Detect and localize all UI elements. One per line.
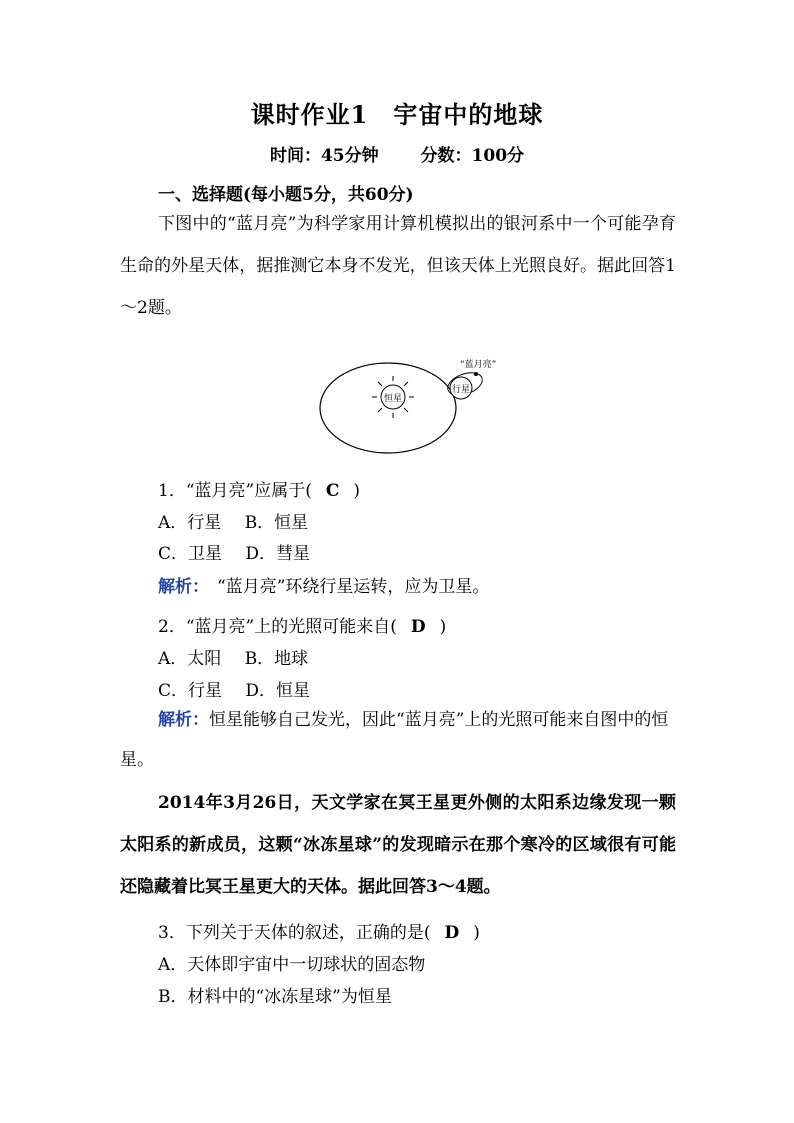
q1-option-a: A．行星 bbox=[158, 513, 222, 533]
q1-analysis-text: “蓝月亮”环绕行星运转，应为卫星。 bbox=[217, 577, 490, 597]
q1-options-row2 bbox=[158, 539, 310, 564]
planet-label: 行星 bbox=[451, 385, 471, 395]
section-heading: 一、选择题(每小题5分，共60分) bbox=[158, 185, 414, 205]
q2-option-b: B．地球 bbox=[244, 649, 309, 669]
q1-options-row1 bbox=[158, 508, 308, 533]
star-planet-moon-diagram bbox=[318, 350, 471, 455]
q1-close: ) bbox=[353, 481, 361, 501]
q3-option-b: B．材料中的“冰冻星球”为恒星 bbox=[158, 987, 392, 1007]
q2-close: ) bbox=[439, 617, 447, 637]
q1-option-c: C．卫星 bbox=[158, 544, 223, 564]
q2-options-row2 bbox=[158, 676, 310, 701]
time-limit: 时间：45分钟 bbox=[269, 146, 379, 166]
page-title: 课时作业1 宇宙中的地球 bbox=[250, 100, 544, 129]
q2-analysis bbox=[120, 700, 676, 780]
q3-stem: 3．下列关于天体的叙述，正确的是( bbox=[158, 923, 431, 943]
question-1 bbox=[158, 476, 360, 501]
q1-stem: 1．“蓝月亮”应属于( bbox=[158, 481, 312, 501]
q2-option-d: D．恒星 bbox=[245, 681, 311, 701]
q2-option-a: A．太阳 bbox=[158, 649, 222, 669]
q1-analysis-label: 解析： bbox=[158, 577, 209, 597]
passage-2: 2014年3月26日，天文学家在冥王星更外侧的太阳系边缘发现一颗太阳系的新成员，这颗“冰冻星球”的发现暗示在那个寒冷的区域很有可能还隐藏着比冥王星更大的天体。据此回答3～4题。 bbox=[120, 793, 676, 897]
question-2 bbox=[158, 612, 446, 637]
q1-option-d: D．彗星 bbox=[245, 544, 311, 564]
q3-option-a: A．天体即宇宙中一切球状的固态物 bbox=[158, 955, 426, 975]
q2-option-c: C．行星 bbox=[158, 681, 223, 701]
exam-meta bbox=[0, 141, 794, 166]
q3-answer: D bbox=[444, 923, 460, 943]
question-3 bbox=[158, 918, 480, 943]
q2-options-row1 bbox=[158, 644, 308, 669]
q2-answer: D bbox=[410, 617, 426, 637]
star-label: 恒星 bbox=[383, 394, 403, 404]
q2-analysis-label: 解析： bbox=[158, 710, 209, 730]
q1-analysis bbox=[158, 572, 489, 597]
q2-analysis-text: 恒星能够自己发光，因此“蓝月亮”上的光照可能来自图中的恒星。 bbox=[120, 710, 669, 770]
q1-answer: C bbox=[325, 481, 340, 501]
intro-passage: 下图中的“蓝月亮”为科学家用计算机模拟出的银河系中一个可能孕育生命的外星天体，据推测它本身不发光，但该天体上光照良好。据此回答1～2题。 bbox=[120, 214, 676, 318]
q2-stem: 2．“蓝月亮”上的光照可能来自( bbox=[158, 617, 397, 637]
q1-option-b: B．恒星 bbox=[244, 513, 309, 533]
q3-close: ) bbox=[473, 923, 480, 943]
moon-dot bbox=[474, 372, 478, 376]
moon-label: “蓝月亮” bbox=[460, 360, 497, 370]
total-score: 分数：100分 bbox=[420, 146, 525, 166]
sun-icon bbox=[372, 376, 414, 418]
